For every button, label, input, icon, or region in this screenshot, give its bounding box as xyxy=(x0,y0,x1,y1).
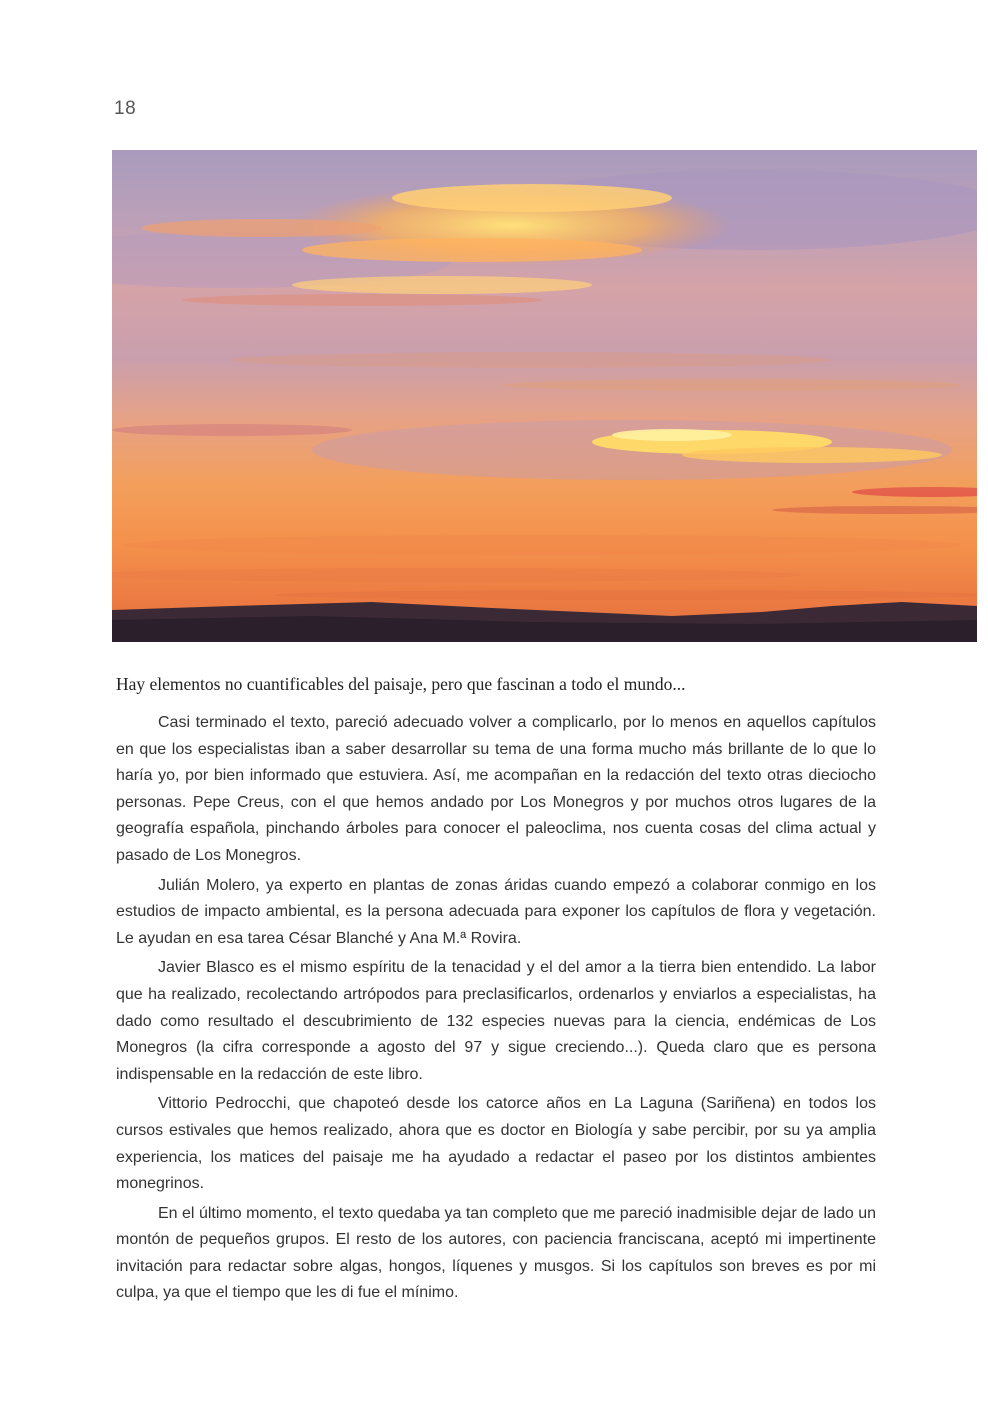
paragraph: Javier Blasco es el mismo espíritu de la tenacidad y el del amor a la tierra bien entendido. La labor que ha realizado, recolectando artrópodos para preclasificarlos, ordenarlos y enviarlos a especialistas, ha dado como resultado el descubrimiento de 132 especies nuevas para la ciencia, endémicas de Los Monegros (la cifra corresponde a agosto del 97 y sigue creciendo...). Queda claro que es persona indispensable en la redacción de este libro. xyxy=(116,959,876,1083)
page-number: 18 xyxy=(114,98,137,119)
paragraph: En el último momento, el texto quedaba ya tan completo que me pareció inadmisible dejar de lado un montón de pequeños grupos. El resto de los autores, con paciencia franciscana, aceptó mi impertinente invitación para redactar sobre algas, hongos, líquenes y musgos. Si los capítulos son breves es por mi culpa, ya que el tiempo que les di fue el mínimo. xyxy=(116,1204,876,1302)
paragraph: Julián Molero, ya experto en plantas de zonas áridas cuando empezó a colaborar conmigo en los estudios de impacto ambiental, es la persona adecuada para exponer los capítulos de flora y vegetación. Le ayudan en esa tarea César Blanché y Ana M.ª Rovira. xyxy=(116,876,876,947)
body-text xyxy=(116,710,876,1310)
paragraph: Vittorio Pedrocchi, que chapoteó desde los catorce años en La Laguna (Sariñena) en todos los cursos estivales que hemos realizado, ahora que es doctor en Biología y sabe percibir, por su ya amplia experiencia, los matices del paisaje me ha ayudado a redactar el paseo por los distintos ambientes monegrinos. xyxy=(116,1095,876,1193)
sunset-sky-photo xyxy=(112,150,977,642)
figure-caption: Hay elementos no cuantificables del paisaje, pero que fascinan a todo el mundo... xyxy=(116,674,686,694)
paragraph: Casi terminado el texto, pareció adecuado volver a complicarlo, por lo menos en aquellos capítulos en que los especialistas iban a saber desarrollar su tema de una forma mucho más brillante de lo que lo haría yo, por bien informado que estuviera. Así, me acompañan en la redacción del texto otras dieciocho personas. Pepe Creus, con el que hemos andado por Los Monegros y por muchos otros lugares de la geografía española, pinchando árboles para conocer el paleoclima, nos cuenta cosas del clima actual y pasado de Los Monegros. xyxy=(116,714,876,864)
